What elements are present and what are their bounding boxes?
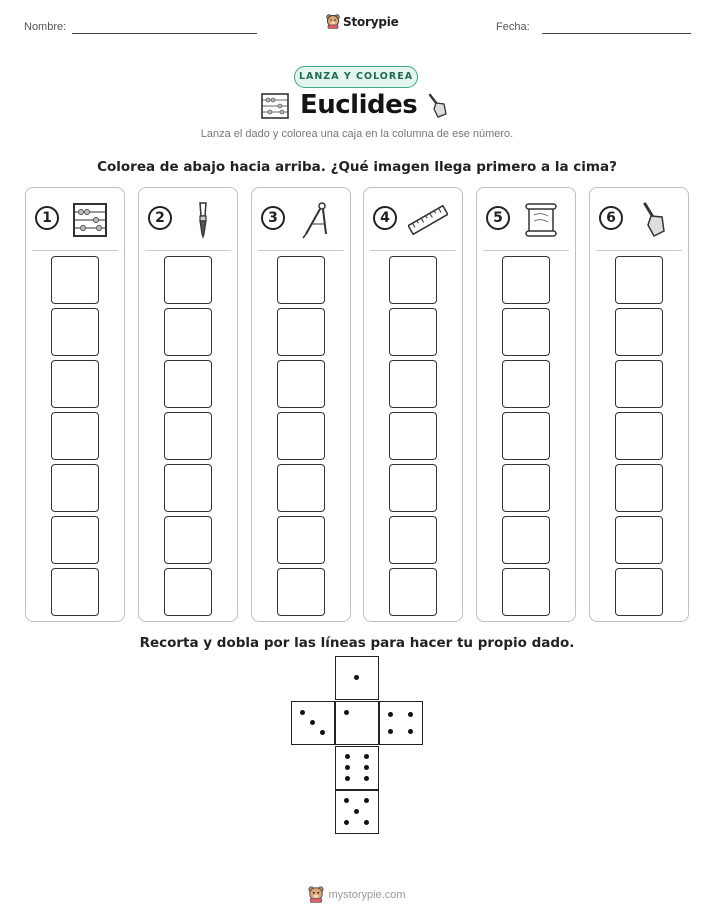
compass-icon [296,200,336,240]
logo-text: Storypie [343,14,399,29]
color-box[interactable] [615,412,663,460]
color-box[interactable] [389,256,437,304]
color-box[interactable] [51,464,99,512]
color-box[interactable] [615,256,663,304]
column-number: 3 [261,206,285,230]
ruler-icon [408,200,448,240]
dice-pip [344,820,349,825]
dice-pip [388,729,393,734]
column-number: 6 [599,206,623,230]
color-box[interactable] [615,464,663,512]
dice-pip [344,798,349,803]
dice-pip [364,820,369,825]
name-label: Nombre: [24,21,67,33]
dice-pip [344,710,349,715]
color-box[interactable] [51,308,99,356]
color-box[interactable] [51,256,99,304]
brush-icon [183,200,223,240]
dice-face [291,701,335,745]
color-box[interactable] [502,308,550,356]
dice-face [379,701,423,745]
name-line[interactable] [72,33,257,34]
column-divider [32,250,118,251]
column-divider [483,250,569,251]
color-box[interactable] [615,568,663,616]
color-box[interactable] [277,568,325,616]
column-2 [138,187,238,622]
color-box[interactable] [164,360,212,408]
color-box[interactable] [389,516,437,564]
color-box[interactable] [164,256,212,304]
color-box[interactable] [389,360,437,408]
column-number: 4 [373,206,397,230]
color-box[interactable] [51,412,99,460]
color-box[interactable] [51,516,99,564]
bear-logo-icon [308,886,324,903]
color-box[interactable] [502,412,550,460]
color-box[interactable] [502,360,550,408]
trowel-icon [426,92,450,120]
color-box[interactable] [502,464,550,512]
column-divider [596,250,682,251]
dice-face [335,746,379,790]
dice-pip [364,754,369,759]
column-divider [370,250,456,251]
color-box[interactable] [51,568,99,616]
color-box[interactable] [277,464,325,512]
color-box[interactable] [277,256,325,304]
page-title: Euclides [300,90,418,120]
dice-pip [388,712,393,717]
dice-face [335,656,379,700]
column-divider [145,250,231,251]
dice-pip [354,809,359,814]
color-box[interactable] [277,308,325,356]
color-box[interactable] [389,308,437,356]
color-box[interactable] [277,516,325,564]
dice-pip [408,712,413,717]
column-number: 1 [35,206,59,230]
dice-pip [310,720,315,725]
color-box[interactable] [615,360,663,408]
instruction-top: Colorea de abajo hacia arriba. ¿Qué imagen llega primero a la cima? [97,159,617,175]
column-5 [476,187,576,622]
trowel-icon [634,200,674,240]
column-number: 2 [148,206,172,230]
color-box[interactable] [502,256,550,304]
color-box[interactable] [389,568,437,616]
dice-pip [345,765,350,770]
scroll-icon [521,200,561,240]
dice-pip [320,730,325,735]
dice-pip [345,754,350,759]
footer [0,886,714,903]
dice-pip [364,798,369,803]
color-box[interactable] [164,516,212,564]
bear-logo-icon [326,14,340,29]
color-box[interactable] [277,360,325,408]
color-box[interactable] [164,568,212,616]
color-box[interactable] [502,568,550,616]
color-box[interactable] [615,516,663,564]
dice-pip [364,776,369,781]
column-number: 5 [486,206,510,230]
storypie-logo [326,14,399,29]
abacus-icon [260,92,290,120]
subtitle: Lanza el dado y colorea una caja en la columna de ese número. [200,128,514,140]
column-6 [589,187,689,622]
color-box[interactable] [277,412,325,460]
color-box[interactable] [389,412,437,460]
color-box[interactable] [164,308,212,356]
color-box[interactable] [502,516,550,564]
instruction-dice: Recorta y dobla por las líneas para hacer tu propio dado. [139,635,575,651]
column-divider [258,250,344,251]
date-line[interactable] [542,33,691,34]
color-box[interactable] [164,464,212,512]
footer-url[interactable]: mystorypie.com [328,888,406,901]
color-box[interactable] [164,412,212,460]
column-1 [25,187,125,622]
dice-pip [300,710,305,715]
date-label: Fecha: [496,21,530,33]
color-box[interactable] [389,464,437,512]
dice-face [335,790,379,834]
column-4 [363,187,463,622]
column-3 [251,187,351,622]
dice-pip [408,729,413,734]
abacus-icon [70,200,110,240]
dice-pip [345,776,350,781]
dice-pip [364,765,369,770]
color-box[interactable] [615,308,663,356]
activity-badge: LANZA Y COLOREA [294,66,418,88]
dice-face [335,701,379,745]
dice-pip [354,675,359,680]
color-box[interactable] [51,360,99,408]
